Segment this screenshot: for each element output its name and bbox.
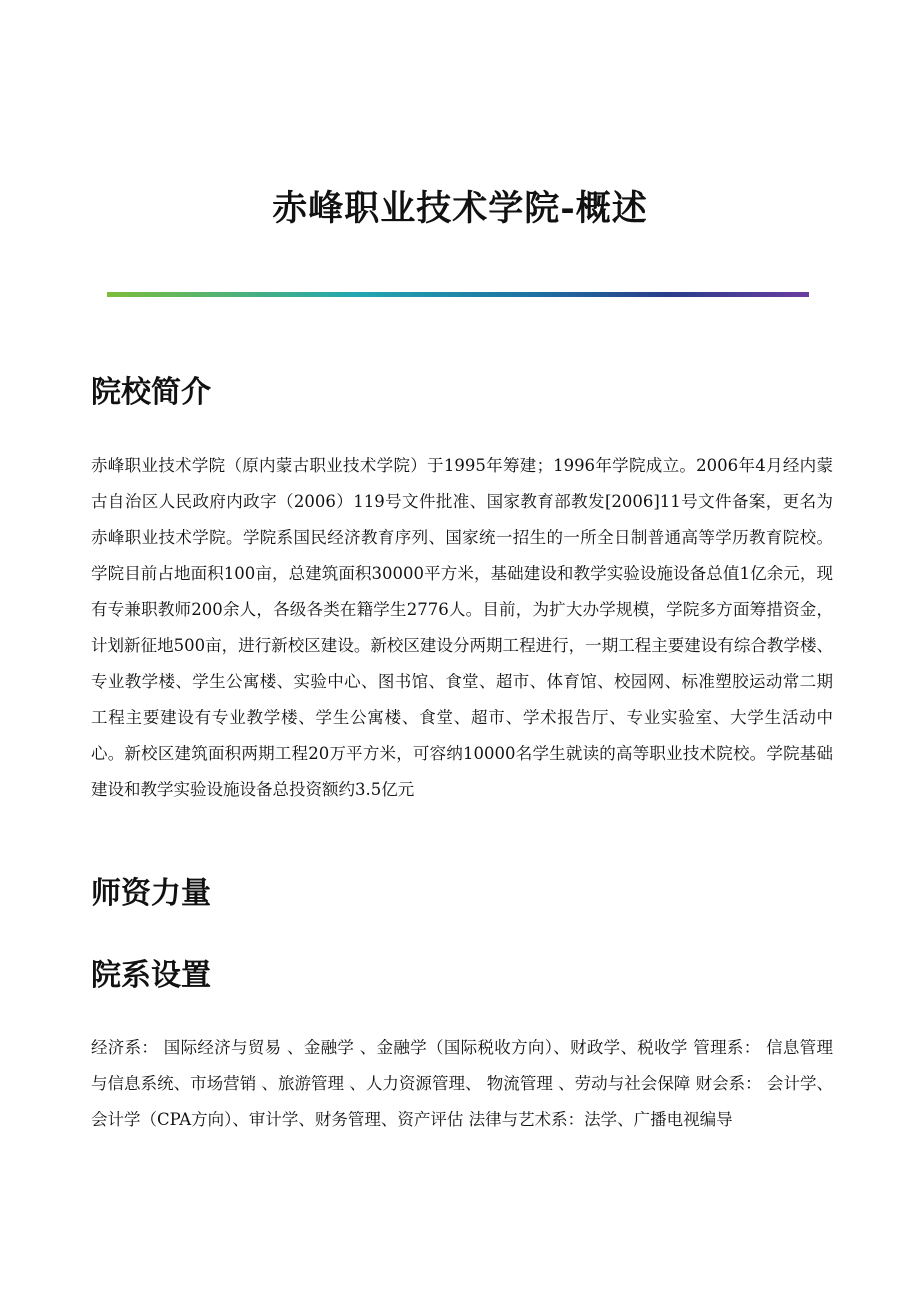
school-intro-paragraph: 赤峰职业技术学院（原内蒙古职业技术学院）于1995年筹建；1996年学院成立。2006年4月经内蒙古自治区人民政府内政字（2006）119号文件批准、国家教育部教发[2006]11号文件备案，更名为赤峰职业技术学院。学院系国民经济教育序列、国家统一招生的一所全日制普通高等学历教育院校。学院目前占地面积100亩，总建筑面积30000平方米，基础建设和教学实验设施设备总值1亿余元，现有专兼职教师200余人，各级各类在籍学生2776人。目前，为扩大办学规模，学院多方面筹措资金，计划新征地500亩，进行新校区建设。新校区建设分两期工程进行，一期工程主要建设有综合教学楼、专业教学楼、学生公寓楼、实验中心、图书馆、食堂、超市、体育馆、校园网、标准塑胶运动常二期工程主要建设有专业教学楼、学生公寓楼、食堂、超市、学术报告厅、专业实验室、大学生活动中心。新校区建筑面积两期工程20万平方米，可容纳10000名学生就读的高等职业技术院校。学院基础建设和教学实验设施设备总投资额约3.5亿元 xyxy=(91,456,833,799)
section-heading-faculty: 师资力量 xyxy=(91,876,211,911)
departments-paragraph: 经济系： 国际经济与贸易 、金融学 、金融学（国际税收方向）、财政学、税收学 管理系： 信息管理与信息系统、市场营销 、旅游管理 、人力资源管理、 物流管理 、劳动与社会保障 财会系： 会计学、会计学（CPA方向）、审计学、财务管理、资产评估 法律与艺术系：法学、广播电视编导 xyxy=(91,1038,833,1129)
page-title: 赤峰职业技术学院-概述 xyxy=(272,188,648,229)
section-heading-school-intro: 院校简介 xyxy=(91,375,211,410)
title-divider xyxy=(107,292,809,297)
section-heading-departments: 院系设置 xyxy=(91,958,211,993)
